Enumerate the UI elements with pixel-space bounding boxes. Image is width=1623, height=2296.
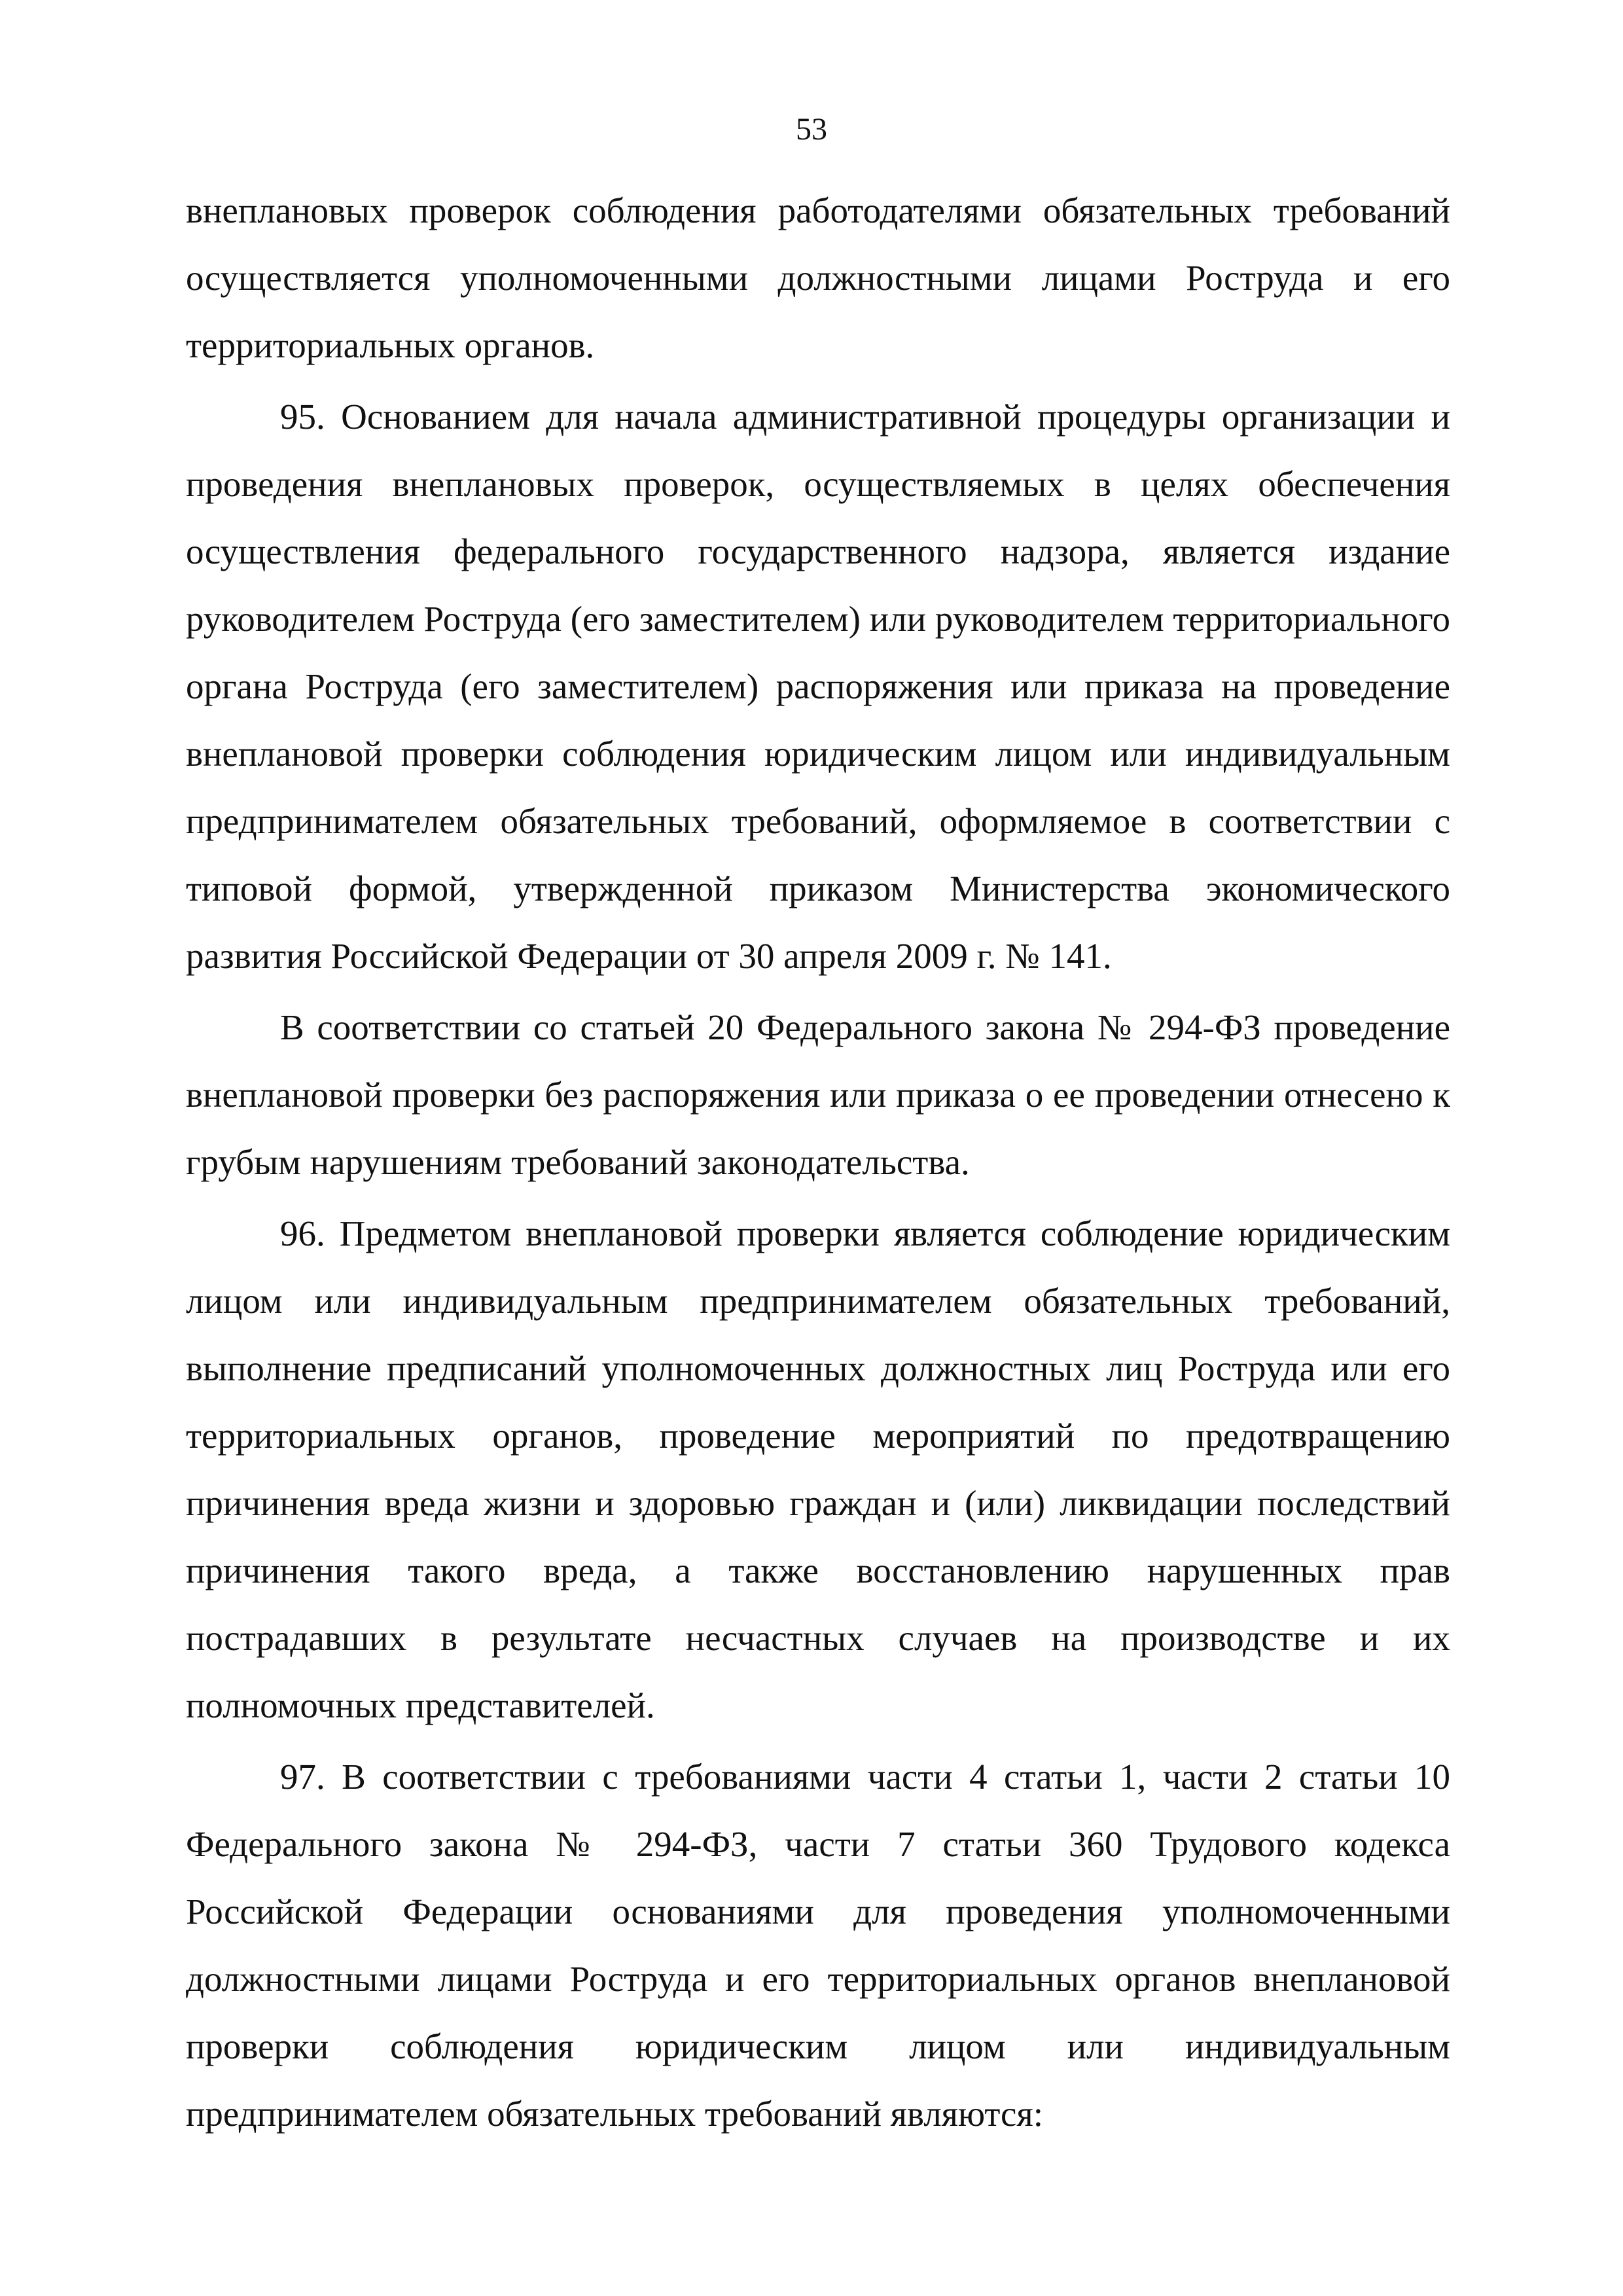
paragraph-article-20: В соответствии со статьей 20 Федерального закона № 294-ФЗ проведение внеплановой проверки без распоряжения или приказа о ее проведении отнесено к грубым нарушениям требований законодательства. xyxy=(186,1007,1450,1182)
paragraph-97: 97. В соответствии с требованиями части 4 статьи 1, части 2 статьи 10 Федерального закона № 294-ФЗ, части 7 статьи 360 Трудового кодекса Российской Федерации основаниями для проведения уполномоченными должностными лицами Роструда и его территориальных органов внеплановой проверки соблюдения юридическим лицом или индивидуальным предпринимателем обязательных требований являются: xyxy=(186,1757,1450,2134)
document-body xyxy=(186,177,1450,2147)
paragraph-96: 96. Предметом внеплановой проверки является соблюдение юридическим лицом или индивидуальным предпринимателем обязательных требований, выполнение предписаний уполномоченных должностных лиц Роструда или его территориальных органов, проведение мероприятий по предотвращению причинения вреда жизни и здоровью граждан и (или) ликвидации последствий причинения такого вреда, а также восстановлению нарушенных прав пострадавших в результате несчастных случаев на производстве и их полномочных представителей. xyxy=(186,1213,1450,1725)
paragraph-continuation: внеплановых проверок соблюдения работодателями обязательных требований осуществляется уполномоченными должностными лицами Роструда и его территориальных органов. xyxy=(186,190,1450,365)
page-number: 53 xyxy=(796,112,827,147)
paragraph-95: 95. Основанием для начала административной процедуры организации и проведения внеплановых проверок, осуществляемых в целях обеспечения осуществления федерального государственного надзора, является издание руководителем Роструда (его заместителем) или руководителем территориального органа Роструда (его заместителем) распоряжения или приказа на проведение внеплановой проверки соблюдения юридическим лицом или индивидуальным предпринимателем обязательных требований, оформляемое в соответствии с типовой формой, утвержденной приказом Министерства экономического развития Российской Федерации от 30 апреля 2009 г. № 141. xyxy=(186,397,1450,976)
